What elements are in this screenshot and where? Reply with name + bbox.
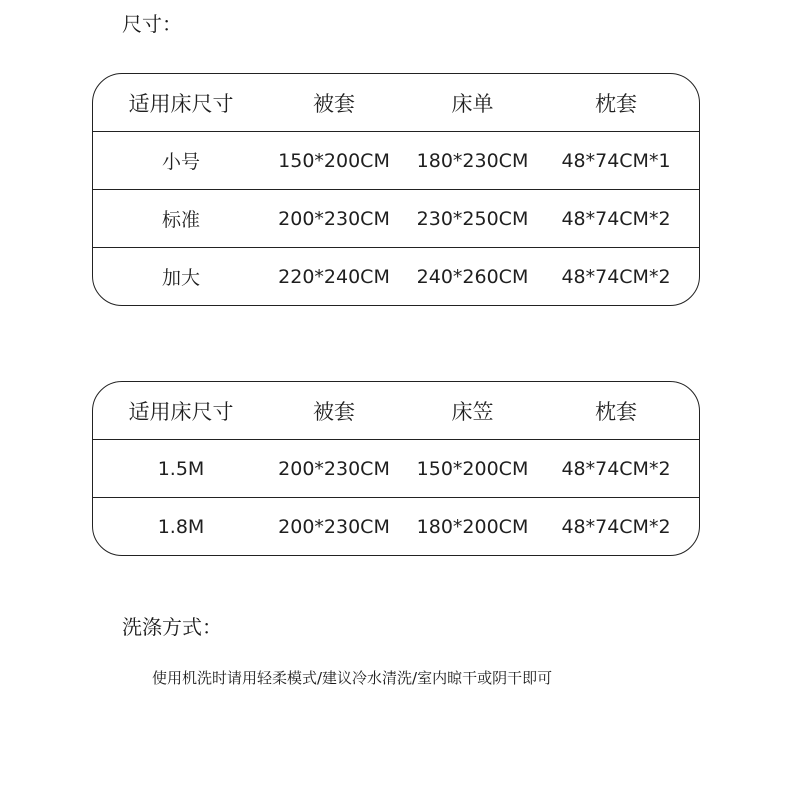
header-cell: 适用床尺寸 bbox=[128, 399, 234, 424]
header-cell: 被套 bbox=[313, 91, 355, 116]
table-cell: 1.8M bbox=[157, 515, 205, 538]
table-cell: 48*74CM*2 bbox=[561, 265, 671, 288]
table-cell: 180*230CM bbox=[416, 149, 529, 172]
size-table-1 bbox=[92, 73, 700, 306]
table-cell: 48*74CM*2 bbox=[561, 515, 671, 538]
table-header-row bbox=[93, 382, 699, 439]
wash-heading: 洗涤方式： bbox=[122, 615, 222, 639]
header-cell: 床单 bbox=[451, 91, 494, 116]
table-cell: 240*260CM bbox=[416, 265, 529, 288]
table-cell: 150*200CM bbox=[278, 149, 390, 172]
table-cell: 1.5M bbox=[157, 457, 205, 480]
table-cell: 加大 bbox=[161, 267, 200, 289]
table-row bbox=[93, 497, 699, 555]
table-cell: 48*74CM*1 bbox=[561, 149, 671, 172]
table-row bbox=[93, 247, 699, 305]
header-cell: 枕套 bbox=[595, 91, 637, 116]
table-row bbox=[93, 131, 699, 189]
table-header-row bbox=[93, 74, 699, 131]
wash-instructions: 使用机洗时请用轻柔模式/建议冷水清洗/室内晾干或阴干即可 bbox=[152, 669, 553, 687]
table-cell: 220*240CM bbox=[278, 265, 390, 288]
header-cell: 被套 bbox=[313, 399, 355, 424]
header-cell: 枕套 bbox=[595, 399, 637, 424]
size-table-2 bbox=[92, 381, 700, 556]
table-cell: 200*230CM bbox=[278, 207, 390, 230]
table-cell: 200*230CM bbox=[278, 515, 390, 538]
table-cell: 48*74CM*2 bbox=[561, 207, 671, 230]
table-row bbox=[93, 439, 699, 497]
table-cell: 230*250CM bbox=[416, 207, 529, 230]
table-cell: 200*230CM bbox=[278, 457, 390, 480]
table-cell: 180*200CM bbox=[416, 515, 529, 538]
table-row bbox=[93, 189, 699, 247]
table-cell: 标准 bbox=[161, 209, 200, 231]
table-cell: 小号 bbox=[161, 151, 200, 173]
table-cell: 150*200CM bbox=[416, 457, 529, 480]
table-cell: 48*74CM*2 bbox=[561, 457, 671, 480]
header-cell: 床笠 bbox=[451, 399, 494, 424]
header-cell: 适用床尺寸 bbox=[128, 91, 234, 116]
size-heading: 尺寸： bbox=[122, 12, 182, 36]
